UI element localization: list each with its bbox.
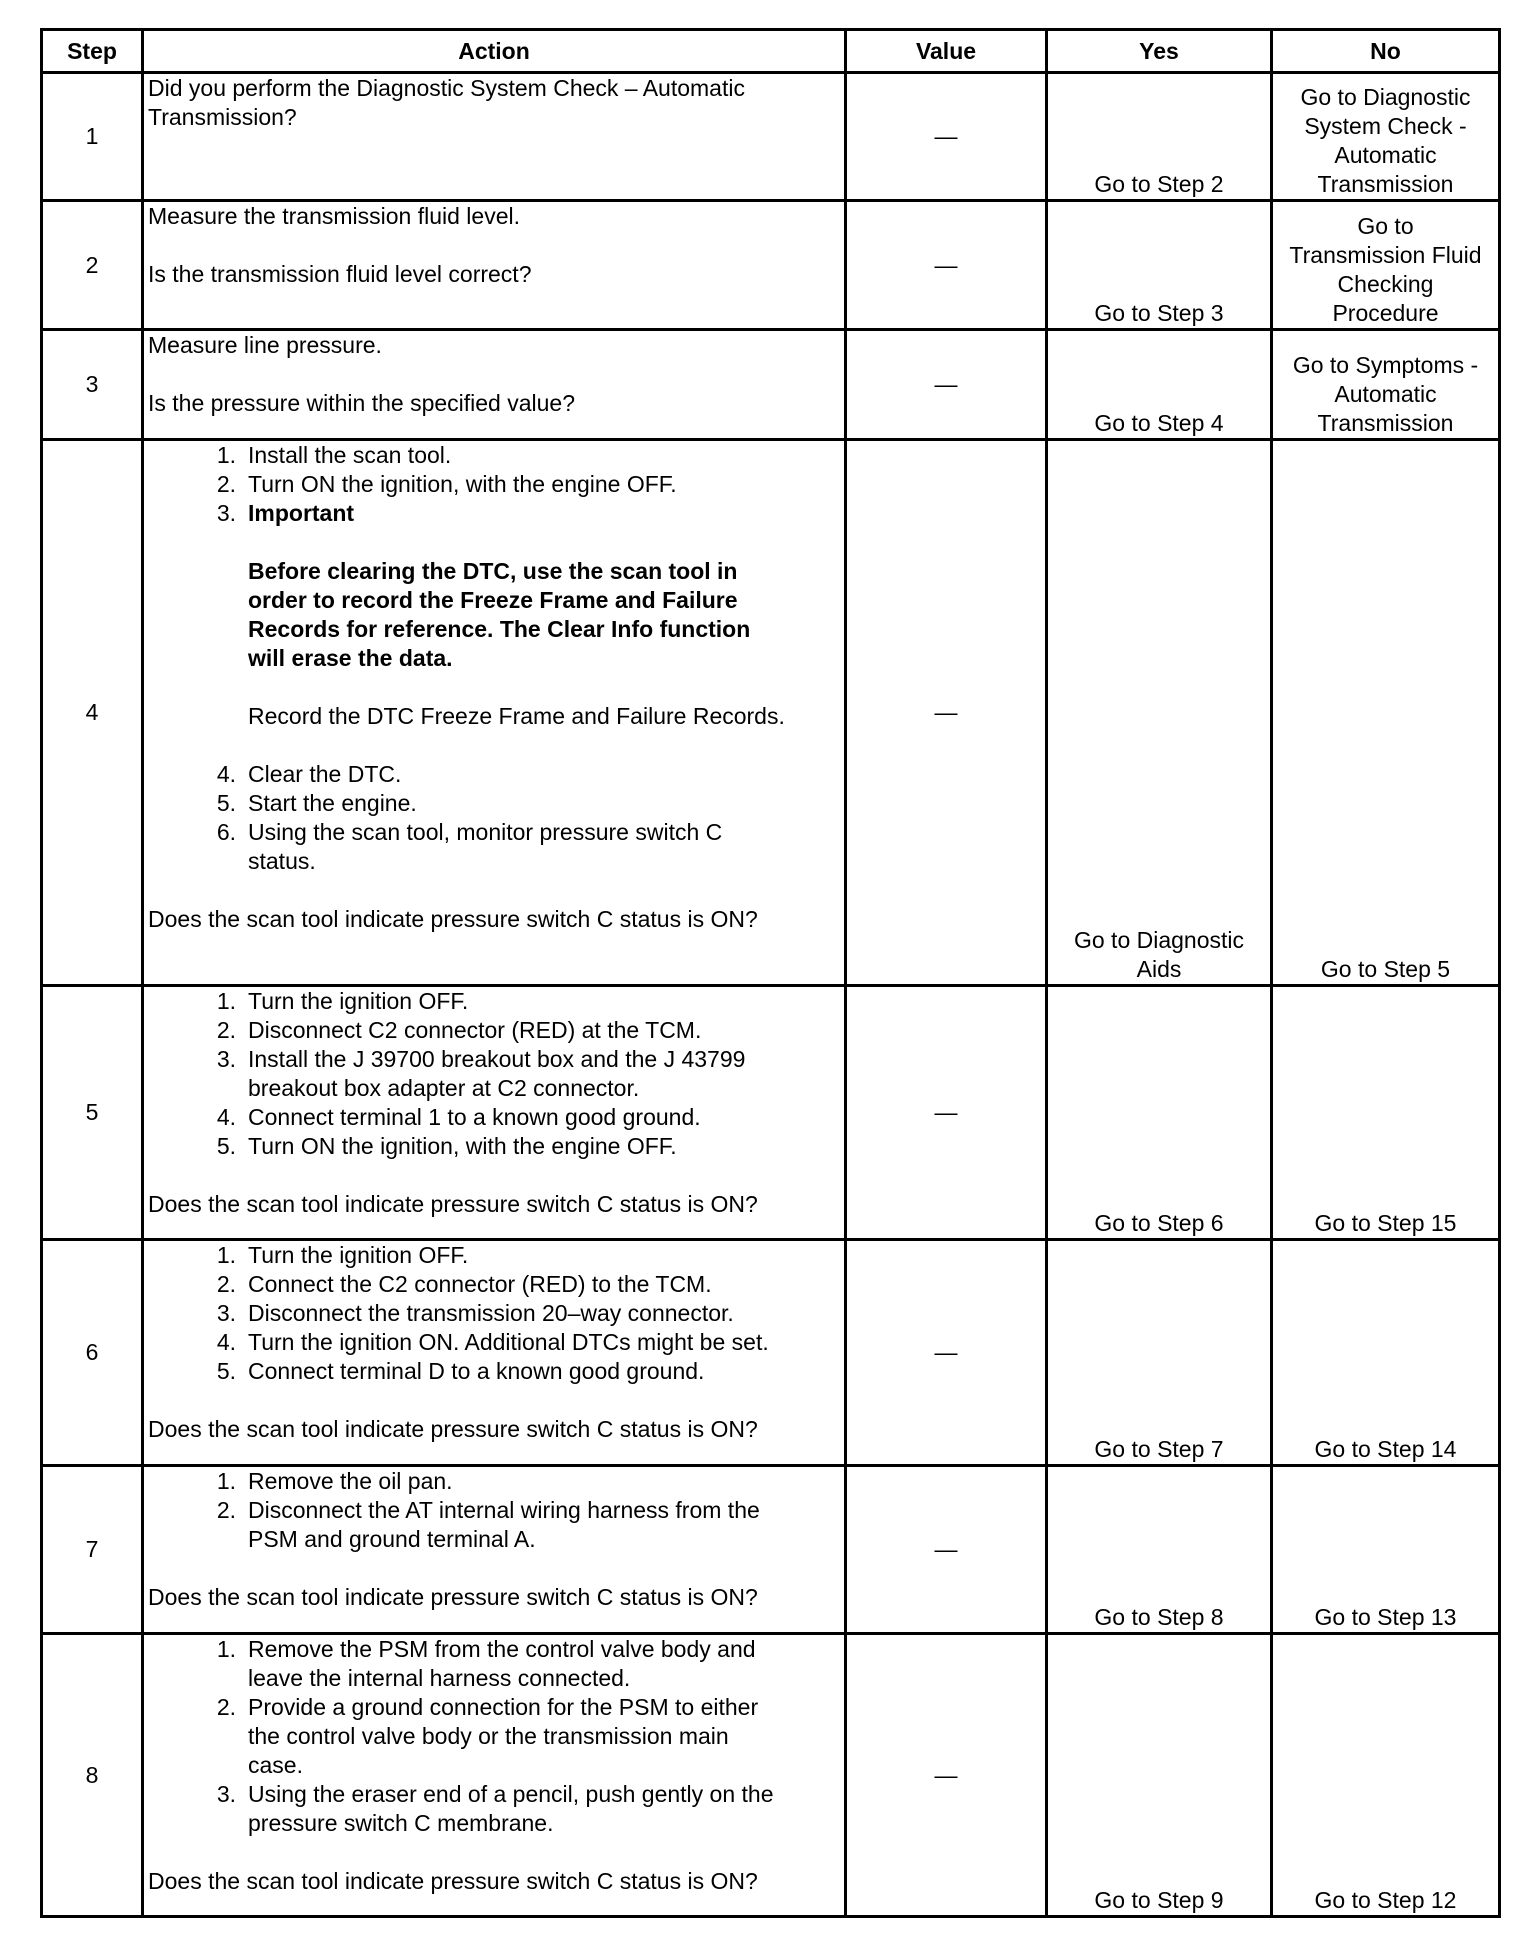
action-cell <box>143 73 846 201</box>
action-cell <box>143 330 846 440</box>
step-number: 2 <box>42 201 143 330</box>
value-cell: — <box>846 73 1047 201</box>
action-list <box>148 987 840 1161</box>
no-cell: Go to Transmission Fluid Checking Procedure <box>1272 201 1500 330</box>
step-number: 4 <box>42 440 143 986</box>
value-cell: — <box>846 201 1047 330</box>
list-item: 1. Turn the ignition OFF. <box>216 988 469 1014</box>
no-cell: Go to Step 14 <box>1272 1240 1500 1466</box>
action-question: Does the scan tool indicate pressure switch C status is ON? <box>148 1584 758 1610</box>
no-cell: Go to Step 13 <box>1272 1466 1500 1634</box>
action-list <box>148 1635 840 1838</box>
header-yes: Yes <box>1047 30 1272 73</box>
list-item: 2. Connect the C2 connector (RED) to the TCM. <box>216 1271 712 1297</box>
value-cell: — <box>846 1634 1047 1917</box>
list-item: 6. Using the scan tool, monitor pressure switch C status. <box>216 819 723 874</box>
step-number: 7 <box>42 1466 143 1634</box>
action-intro: Measure the transmission fluid level. <box>148 203 520 229</box>
step-number: 1 <box>42 73 143 201</box>
list-item: 1. Turn the ignition OFF. <box>216 1242 469 1268</box>
list-item: 4. Turn the ignition ON. Additional DTCs might be set. <box>216 1329 769 1355</box>
value-cell: — <box>846 1466 1047 1634</box>
list-item: 2. Disconnect the AT internal wiring harness from the PSM and ground terminal A. <box>216 1497 760 1552</box>
action-line: Did you perform the Diagnostic System Check – Automatic <box>148 75 745 101</box>
action-question: Does the scan tool indicate pressure switch C status is ON? <box>148 1191 758 1217</box>
list-item: 1. Remove the oil pan. <box>216 1468 453 1494</box>
no-cell: Go to Step 15 <box>1272 986 1500 1240</box>
value-cell: — <box>846 440 1047 986</box>
list-item: 5. Turn ON the ignition, with the engine OFF. <box>216 1133 677 1159</box>
yes-cell: Go to Step 7 <box>1047 1240 1272 1466</box>
yes-cell: Go to Step 9 <box>1047 1634 1272 1917</box>
action-cell <box>143 1634 846 1917</box>
yes-cell: Go to Diagnostic Aids <box>1047 440 1272 986</box>
action-question: Is the transmission fluid level correct? <box>148 261 532 287</box>
no-cell: Go to Diagnostic System Check - Automatic Transmission <box>1272 73 1500 201</box>
yes-cell: Go to Step 3 <box>1047 201 1272 330</box>
action-question: Does the scan tool indicate pressure switch C status is ON? <box>148 906 758 932</box>
action-list <box>148 760 840 876</box>
important-note: Before clearing the DTC, use the scan tool in order to record the Freeze Frame and Failure Records for reference. The Clear Info function will erase the data. <box>248 558 751 671</box>
list-item: 3. Install the J 39700 breakout box and the J 43799 breakout box adapter at C2 connector. <box>216 1046 746 1101</box>
list-item: 2. Turn ON the ignition, with the engine OFF. <box>216 471 677 497</box>
header-action: Action <box>143 30 846 73</box>
list-item: 3. Important <box>216 500 355 526</box>
table-row <box>42 73 1500 201</box>
diagnostic-table <box>40 28 1501 1918</box>
action-cell <box>143 1240 846 1466</box>
table-row <box>42 330 1500 440</box>
header-row <box>42 30 1500 73</box>
yes-cell: Go to Step 8 <box>1047 1466 1272 1634</box>
table-row <box>42 1634 1500 1917</box>
table-row <box>42 201 1500 330</box>
list-item: 3. Using the eraser end of a pencil, push gently on the pressure switch C membrane. <box>216 1781 774 1836</box>
yes-cell: Go to Step 2 <box>1047 73 1272 201</box>
list-item: 4. Clear the DTC. <box>216 761 402 787</box>
list-item: 2. Provide a ground connection for the PSM to either the control valve body or the transmission main case. <box>216 1694 759 1778</box>
no-cell: Go to Step 5 <box>1272 440 1500 986</box>
header-no: No <box>1272 30 1500 73</box>
value-cell: — <box>846 1240 1047 1466</box>
yes-cell: Go to Step 4 <box>1047 330 1272 440</box>
list-item: 1. Remove the PSM from the control valve body and leave the internal harness connected. <box>216 1636 756 1691</box>
action-cell <box>143 1466 846 1634</box>
list-item: 2. Disconnect C2 connector (RED) at the TCM. <box>216 1017 702 1043</box>
list-item: 3. Disconnect the transmission 20–way connector. <box>216 1300 734 1326</box>
action-list <box>148 1467 840 1554</box>
yes-cell: Go to Step 6 <box>1047 986 1272 1240</box>
value-cell: — <box>846 330 1047 440</box>
action-cell <box>143 201 846 330</box>
table-row <box>42 440 1500 986</box>
step-number: 5 <box>42 986 143 1240</box>
record-instruction: Record the DTC Freeze Frame and Failure Records. <box>248 703 785 729</box>
step-number: 8 <box>42 1634 143 1917</box>
step-number: 3 <box>42 330 143 440</box>
no-cell: Go to Step 12 <box>1272 1634 1500 1917</box>
step-number: 6 <box>42 1240 143 1466</box>
action-cell <box>143 986 846 1240</box>
list-item: 4. Connect terminal 1 to a known good ground. <box>216 1104 701 1130</box>
table-row <box>42 986 1500 1240</box>
action-line: Transmission? <box>148 104 297 130</box>
list-item: 5. Connect terminal D to a known good ground. <box>216 1358 705 1384</box>
value-cell: — <box>846 986 1047 1240</box>
list-item: 1. Install the scan tool. <box>216 442 452 468</box>
list-item: 5. Start the engine. <box>216 790 417 816</box>
action-question: Does the scan tool indicate pressure switch C status is ON? <box>148 1868 758 1894</box>
no-cell: Go to Symptoms - Automatic Transmission <box>1272 330 1500 440</box>
table-row <box>42 1240 1500 1466</box>
action-intro: Measure line pressure. <box>148 332 382 358</box>
action-cell <box>143 440 846 986</box>
header-value: Value <box>846 30 1047 73</box>
action-question: Does the scan tool indicate pressure switch C status is ON? <box>148 1416 758 1442</box>
action-list <box>148 441 840 528</box>
action-question: Is the pressure within the specified value? <box>148 390 576 416</box>
header-step: Step <box>42 30 143 73</box>
action-list <box>148 1241 840 1386</box>
table-row <box>42 1466 1500 1634</box>
